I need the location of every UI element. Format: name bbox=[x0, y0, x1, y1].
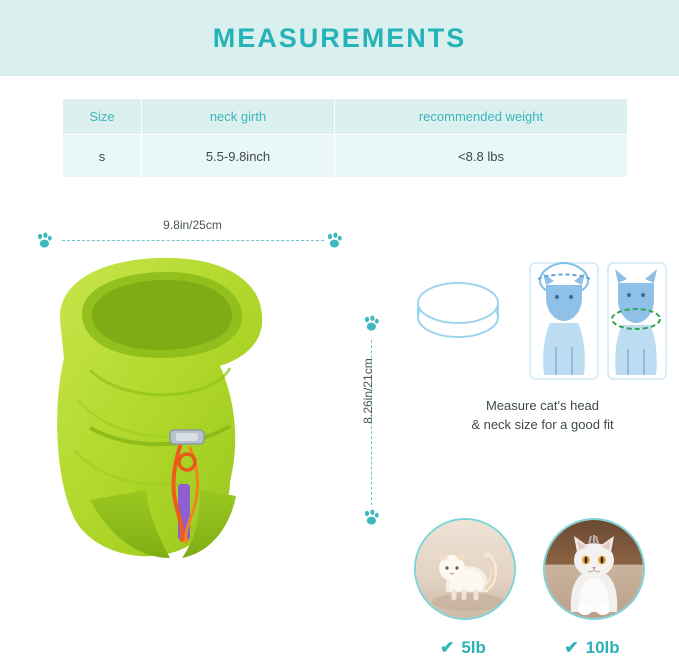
paw-icon bbox=[34, 230, 54, 250]
diagram-caption-line2: & neck size for a good fit bbox=[471, 417, 614, 432]
cat-photo-5lb bbox=[414, 518, 516, 620]
cell-size: s bbox=[63, 135, 142, 178]
height-dimension bbox=[352, 310, 392, 535]
cell-neck: 5.5-9.8inch bbox=[142, 135, 335, 178]
check-icon: ✔ bbox=[564, 638, 579, 657]
check-icon: ✔ bbox=[440, 638, 455, 657]
page-title: MEASUREMENTS bbox=[212, 22, 467, 53]
product-image bbox=[30, 250, 340, 570]
measurements-table-wrapper bbox=[62, 98, 618, 178]
page-header bbox=[0, 0, 679, 76]
table-header-row bbox=[63, 99, 628, 135]
weight-label-5lb bbox=[403, 638, 523, 658]
cat-photo-10lb bbox=[543, 518, 645, 620]
paw-icon bbox=[324, 230, 344, 250]
paw-icon bbox=[361, 507, 381, 527]
collar-ring bbox=[418, 283, 498, 337]
width-dimension-label: 9.8in/25cm bbox=[163, 218, 222, 232]
cat-front-view bbox=[530, 263, 598, 379]
table-row bbox=[63, 135, 628, 178]
diagram-caption-line1: Measure cat's head bbox=[485, 398, 600, 413]
cat-neck-view bbox=[608, 263, 666, 379]
table-header-weight: recommended weight bbox=[335, 99, 628, 135]
weight-value: 5lb bbox=[461, 638, 486, 657]
weight-label-10lb bbox=[532, 638, 652, 658]
diagram-caption bbox=[410, 396, 675, 434]
width-dimension-line bbox=[62, 240, 324, 241]
cell-weight: <8.8 lbs bbox=[335, 135, 628, 178]
table-header-neck: neck girth bbox=[142, 99, 335, 135]
weight-value: 10lb bbox=[585, 638, 620, 657]
height-dimension-label: 8.26in/21cm bbox=[361, 358, 375, 424]
measurements-table bbox=[62, 98, 628, 178]
measure-diagram bbox=[410, 255, 670, 385]
width-dimension bbox=[20, 218, 365, 246]
paw-icon bbox=[361, 313, 381, 333]
table-header-size: Size bbox=[63, 99, 142, 135]
